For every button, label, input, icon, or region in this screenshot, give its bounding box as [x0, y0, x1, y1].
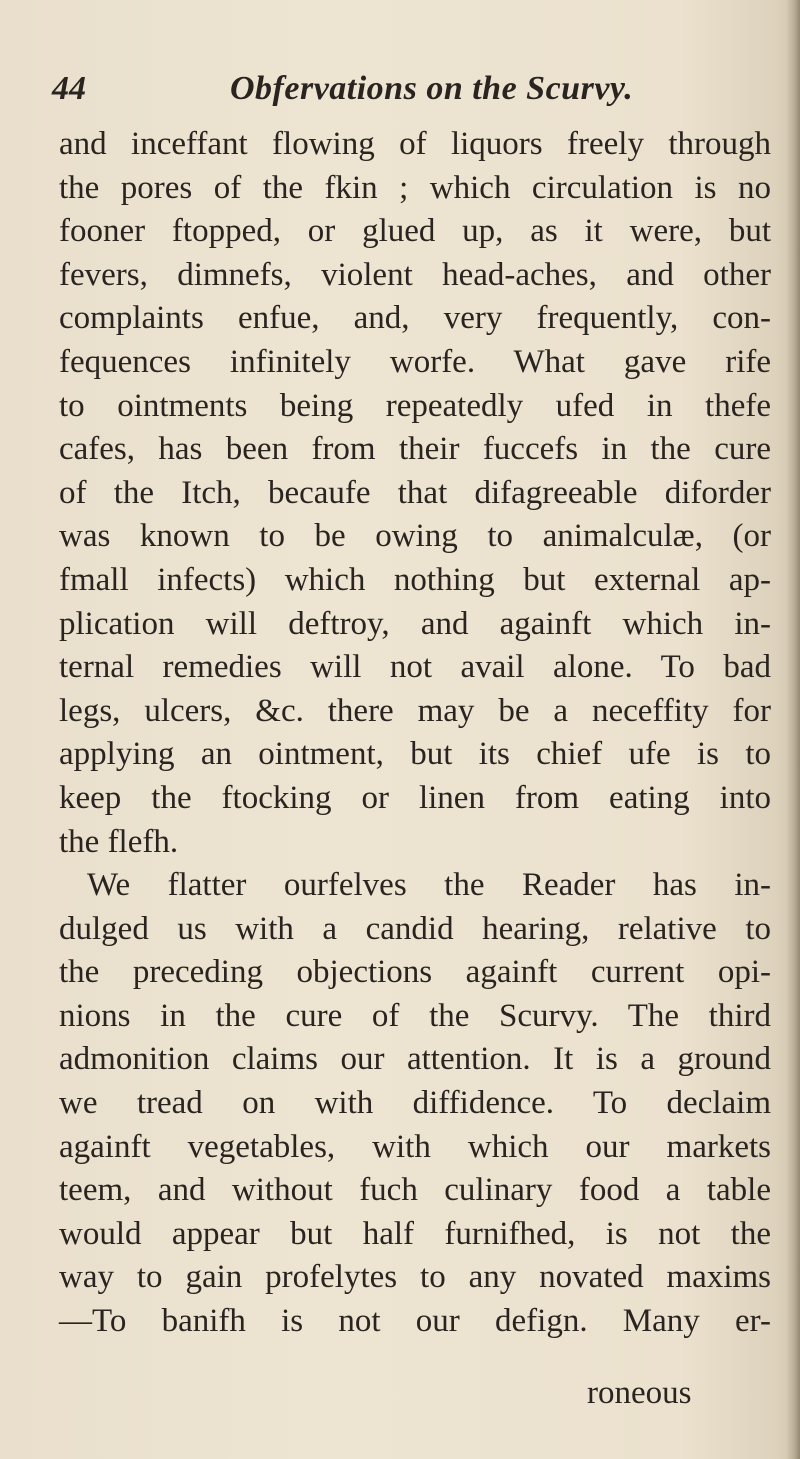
catchword: roneous: [587, 1375, 692, 1411]
text-line: fooner ftopped, or glued up, as it were, but: [59, 213, 771, 250]
running-head: [52, 68, 692, 112]
text-line: the flefh.: [59, 823, 179, 860]
paragraph-1: [59, 123, 771, 864]
body-text: [59, 123, 771, 1344]
text-line: and inceffant flowing of liquors freely through: [59, 126, 771, 162]
text-line: fmall infects) which nothing but external ap-: [59, 561, 771, 598]
text-line: ternal remedies will not avail alone. To bad: [59, 649, 771, 686]
text-line: admonition claims our attention. It is a ground: [59, 1041, 771, 1078]
text-line: nions in the cure of the Scurvy. The third: [59, 997, 771, 1034]
text-line: would appear but half furnifhed, is not the: [59, 1215, 771, 1252]
text-line: way to gain profelytes to any novated maxims: [59, 1259, 771, 1296]
text-line: legs, ulcers, &c. there may be a neceffity for: [59, 692, 771, 729]
page-edge-shadow: [786, 0, 800, 1459]
text-line: teem, and without fuch culinary food a table: [59, 1172, 771, 1209]
text-line: the pores of the fkin ; which circulation is no: [59, 169, 771, 206]
text-line: dulged us with a candid hearing, relative to: [59, 910, 771, 947]
text-line: fequences infinitely worfe. What gave rife: [59, 343, 771, 380]
text-line: complaints enfue, and, very frequently, con-: [59, 300, 771, 337]
text-line: was known to be owing to animalculæ, (or: [59, 518, 771, 555]
text-line: of the Itch, becaufe that difagreeable diforder: [59, 474, 771, 511]
text-line: cafes, has been from their fuccefs in the cure: [59, 431, 771, 468]
text-line: againft vegetables, with which our markets: [59, 1128, 771, 1165]
text-line: We flatter ourfelves the Reader has in-: [87, 867, 771, 904]
text-line: keep the ftocking or linen from eating into: [59, 779, 771, 816]
page-number: 44: [52, 70, 86, 107]
text-line: applying an ointment, but its chief ufe is to: [59, 736, 771, 773]
paragraph-2: [59, 864, 771, 1344]
text-line: —To banifh is not our defign. Many er-: [59, 1303, 771, 1340]
text-line: to ointments being repeatedly ufed in thefe: [59, 387, 771, 424]
text-line: plication will deftroy, and againft which in-: [59, 605, 771, 642]
text-line: the preceding objections againft current opi-: [59, 954, 771, 991]
running-title: Obfervations on the Scurvy.: [230, 70, 634, 107]
text-line: we tread on with diffidence. To declaim: [59, 1085, 771, 1122]
text-line: fevers, dimnefs, violent head-aches, and other: [59, 256, 771, 293]
